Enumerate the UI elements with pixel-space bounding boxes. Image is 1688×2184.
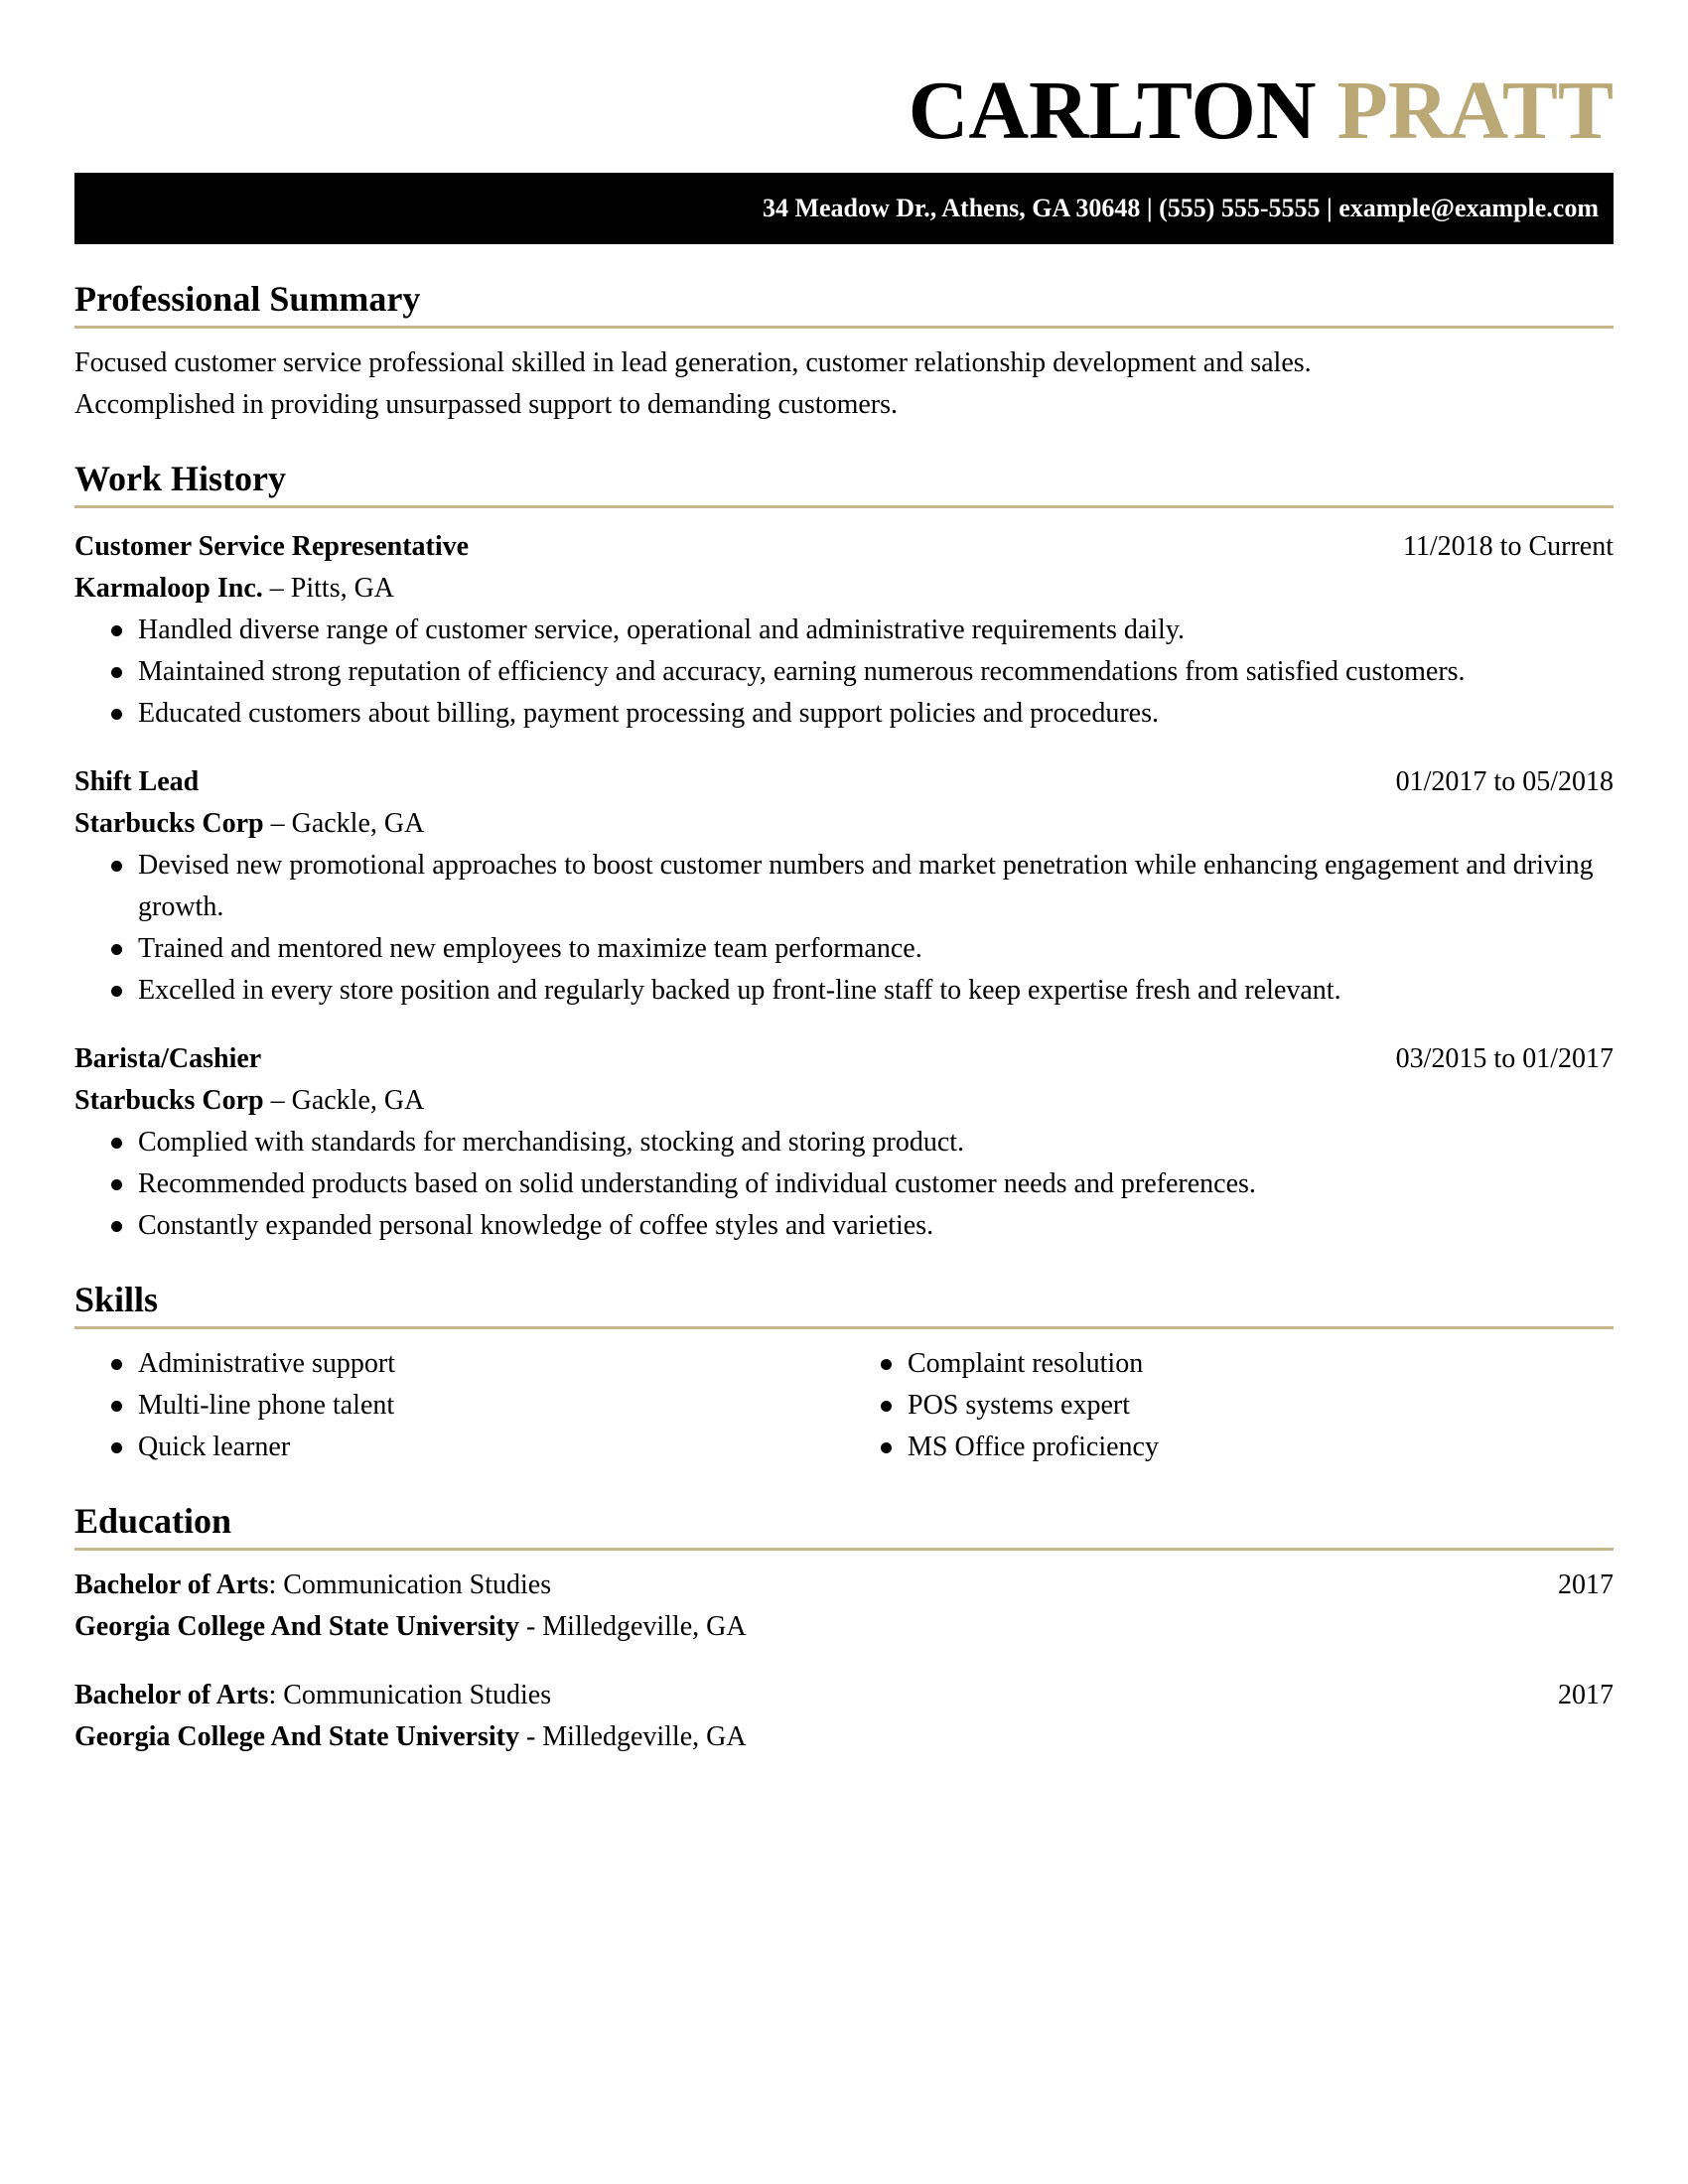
job-location: – Gackle, GA xyxy=(263,1085,425,1116)
skills-list xyxy=(74,1343,844,1468)
bullet-icon xyxy=(111,1359,122,1370)
list-item xyxy=(908,1427,1614,1468)
job-employer xyxy=(74,1080,1614,1122)
bullet-icon xyxy=(111,1221,122,1232)
job-title: Customer Service Representative xyxy=(74,531,470,562)
school-name: Georgia College And State University xyxy=(74,1611,519,1642)
degree-name: Bachelor of Arts xyxy=(74,1570,269,1600)
resume-page xyxy=(74,0,1614,1758)
list-item-text: Complied with standards for merchandising, stocking and storing product. xyxy=(138,1127,965,1158)
job-location: – Gackle, GA xyxy=(263,808,425,839)
job-duties xyxy=(74,610,1614,735)
bullet-icon xyxy=(111,667,122,678)
list-item xyxy=(138,1122,1614,1163)
school-line xyxy=(74,1716,1614,1758)
education-entry xyxy=(74,1565,1614,1648)
bullet-icon xyxy=(111,1179,122,1190)
job-duties xyxy=(74,1122,1614,1247)
degree-field: : Communication Studies xyxy=(268,1570,552,1600)
bullet-icon xyxy=(111,861,122,872)
job-employer xyxy=(74,803,1614,845)
candidate-name xyxy=(74,62,1614,161)
list-item xyxy=(138,1385,844,1427)
job-dates: 11/2018 to Current xyxy=(1402,531,1614,562)
list-item-text: Multi-line phone talent xyxy=(138,1390,395,1421)
contact-bar: 34 Meadow Dr., Athens, GA 30648 | (555) 555-5555 | example@example.com xyxy=(74,173,1614,244)
job-location: – Pitts, GA xyxy=(262,573,395,604)
degree-name: Bachelor of Arts xyxy=(74,1680,269,1710)
skills-column-left xyxy=(74,1343,844,1468)
list-item xyxy=(138,1343,844,1385)
summary-line: Focused customer service professional skilled in lead generation, customer relationship development and sales. xyxy=(74,347,1312,378)
graduation-year: 2017 xyxy=(1558,1570,1614,1600)
bullet-icon xyxy=(111,1138,122,1149)
list-item-text: Devised new promotional approaches to boost customer numbers and market penetration while enhancing engagement and driving growth. xyxy=(138,850,1594,922)
bullet-icon xyxy=(111,944,122,955)
school-name: Georgia College And State University xyxy=(74,1721,519,1752)
list-item-text: Complaint resolution xyxy=(908,1348,1144,1379)
degree-line xyxy=(74,1565,1614,1606)
bullet-icon xyxy=(111,709,122,720)
job-dates: 03/2015 to 01/2017 xyxy=(1395,1043,1614,1074)
work-history-heading: Work History xyxy=(74,456,1614,508)
list-item xyxy=(138,1205,1614,1247)
graduation-year: 2017 xyxy=(1558,1680,1614,1710)
summary-text xyxy=(74,342,1614,426)
list-item-text: Educated customers about billing, payment processing and support policies and procedures. xyxy=(138,698,1159,729)
list-item xyxy=(138,1427,844,1468)
bullet-icon xyxy=(881,1442,892,1453)
job-title: Barista/Cashier xyxy=(74,1043,262,1074)
job-duties xyxy=(74,845,1614,1012)
education-entry xyxy=(74,1675,1614,1758)
job-header xyxy=(74,761,1614,803)
skills-heading: Skills xyxy=(74,1277,1614,1329)
degree-field: : Communication Studies xyxy=(268,1680,552,1710)
list-item-text: Excelled in every store position and regularly backed up front-line staff to keep expertise fresh and relevant. xyxy=(138,975,1341,1006)
summary-heading: Professional Summary xyxy=(74,276,1614,329)
list-item-text: Trained and mentored new employees to maximize team performance. xyxy=(138,933,922,964)
degree-line xyxy=(74,1675,1614,1716)
list-item-text: MS Office proficiency xyxy=(908,1432,1159,1462)
list-item-text: Constantly expanded personal knowledge of coffee styles and varieties. xyxy=(138,1210,934,1241)
skills-grid xyxy=(74,1343,1614,1468)
bullet-icon xyxy=(881,1401,892,1412)
list-item xyxy=(908,1343,1614,1385)
list-item xyxy=(138,651,1614,693)
list-item xyxy=(138,928,1614,970)
company-name: Starbucks Corp xyxy=(74,808,264,839)
company-name: Starbucks Corp xyxy=(74,1085,264,1116)
list-item xyxy=(138,970,1614,1012)
list-item-text: Maintained strong reputation of efficiency and accuracy, earning numerous recommendations from satisfied customers. xyxy=(138,656,1466,687)
bullet-icon xyxy=(111,1442,122,1453)
job-entry xyxy=(74,761,1614,1012)
bullet-icon xyxy=(111,625,122,636)
list-item xyxy=(138,693,1614,735)
summary-line: Accomplished in providing unsurpassed support to demanding customers. xyxy=(74,389,898,420)
list-item xyxy=(138,1163,1614,1205)
skills-list xyxy=(844,1343,1614,1468)
bullet-icon xyxy=(881,1359,892,1370)
list-item xyxy=(138,845,1614,928)
job-header xyxy=(74,1038,1614,1080)
list-item-text: Administrative support xyxy=(138,1348,395,1379)
bullet-icon xyxy=(111,1401,122,1412)
list-item xyxy=(908,1385,1614,1427)
bullet-icon xyxy=(111,986,122,997)
job-entry xyxy=(74,1038,1614,1247)
job-title: Shift Lead xyxy=(74,766,200,797)
job-header xyxy=(74,526,1614,568)
list-item-text: Quick learner xyxy=(138,1432,291,1462)
education-heading: Education xyxy=(74,1498,1614,1551)
list-item-text: Handled diverse range of customer service, operational and administrative requirements daily. xyxy=(138,614,1186,645)
company-name: Karmaloop Inc. xyxy=(74,573,263,604)
list-item-text: POS systems expert xyxy=(908,1390,1130,1421)
list-item xyxy=(138,610,1614,651)
school-location: - Milledgeville, GA xyxy=(518,1721,747,1752)
first-name: CARLTON xyxy=(908,65,1317,157)
job-employer xyxy=(74,568,1614,610)
last-name: PRATT xyxy=(1336,65,1614,157)
school-location: - Milledgeville, GA xyxy=(518,1611,747,1642)
skills-column-right xyxy=(844,1343,1614,1468)
school-line xyxy=(74,1606,1614,1648)
list-item-text: Recommended products based on solid understanding of individual customer needs and preferences. xyxy=(138,1168,1256,1199)
job-dates: 01/2017 to 05/2018 xyxy=(1395,766,1614,797)
job-entry xyxy=(74,526,1614,735)
